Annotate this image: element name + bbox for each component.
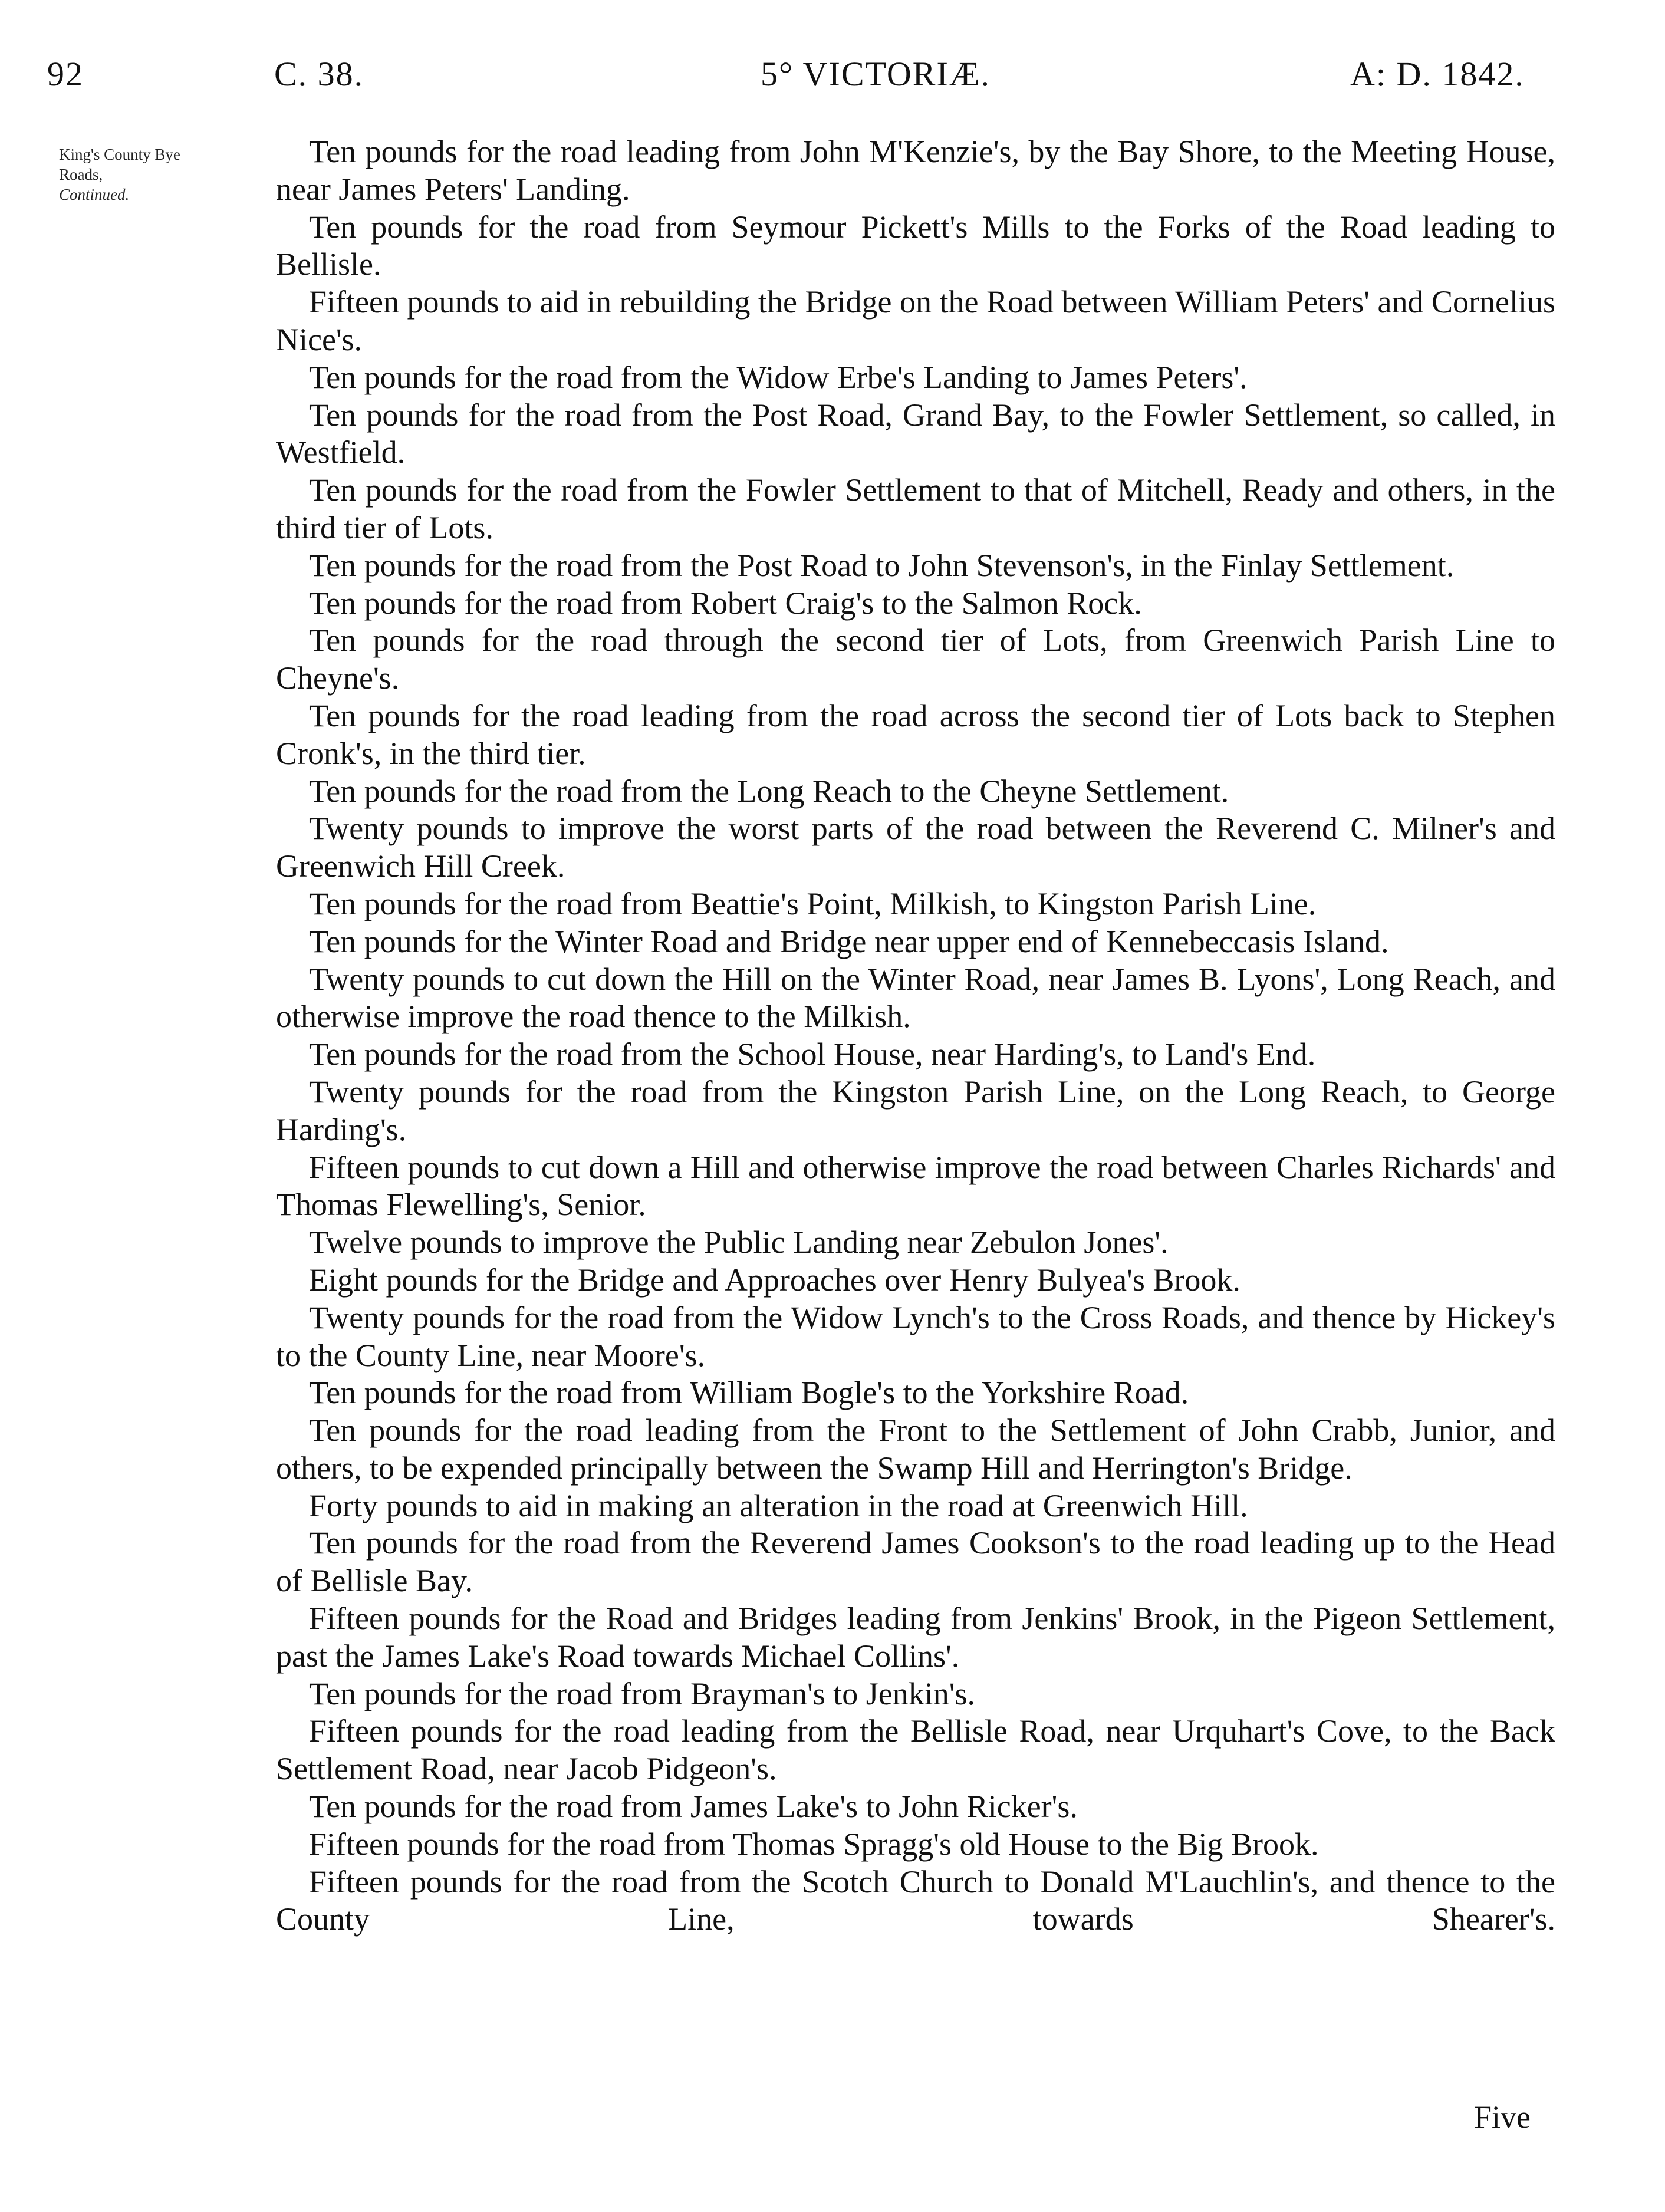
- provision-paragraph: Ten pounds for the road from William Bogle's to the Yorkshire Road.: [309, 1375, 1189, 1411]
- provision-paragraph: Ten pounds for the road from Brayman's to Jenkin's.: [309, 1676, 975, 1711]
- provision-paragraph: Ten pounds for the road from Beattie's Point, Milkish, to Kingston Parish Line.: [309, 886, 1317, 921]
- provision-paragraph: Fifteen pounds for the Road and Bridges leading from Jenkins' Brook, in the Pigeon Settlement, past the James Lake's Road towards Michael Collins'.: [276, 1601, 1555, 1674]
- provision-paragraph: Ten pounds for the road through the second tier of Lots, from Greenwich Parish Line to Cheyne's.: [276, 623, 1555, 696]
- provision-paragraph: Ten pounds for the road from the School House, near Harding's, to Land's End.: [309, 1036, 1316, 1072]
- provision-paragraph: Fifteen pounds to cut down a Hill and otherwise improve the road between Charles Richards' and Thomas Flewelling's, Senior.: [276, 1149, 1555, 1223]
- provision-paragraph: Ten pounds for the road from the Post Road to John Stevenson's, in the Finlay Settlement.: [309, 547, 1455, 583]
- margin-note-line: King's County Bye: [59, 146, 180, 163]
- provision-paragraph: Ten pounds for the road from the Reverend James Cookson's to the road leading up to the Head of Bellisle Bay.: [276, 1525, 1555, 1599]
- margin-note-line: Roads,: [59, 166, 103, 183]
- catchword: Five: [1474, 2099, 1531, 2135]
- provision-paragraph: Ten pounds for the road from the Fowler Settlement to that of Mitchell, Ready and others, in the third tier of Lots.: [276, 472, 1555, 545]
- provision-paragraph: Twenty pounds for the road from the Widow Lynch's to the Cross Roads, and thence by Hickey's to the County Line, near Moore's.: [276, 1299, 1555, 1373]
- provision-paragraph: Twenty pounds for the road from the Kingston Parish Line, on the Long Reach, to George Harding's.: [276, 1074, 1555, 1147]
- margin-note-line: Continued.: [59, 186, 130, 203]
- provision-paragraph: Fifteen pounds for the road from Thomas Spragg's old House to the Big Brook.: [309, 1826, 1319, 1862]
- provision-paragraph: Twelve pounds to improve the Public Landing near Zebulon Jones'.: [309, 1224, 1169, 1260]
- margin-note: [59, 144, 259, 205]
- running-header: [0, 54, 1665, 101]
- provision-paragraph: Ten pounds for the road leading from the road across the second tier of Lots back to Stephen Cronk's, in the third tier.: [276, 697, 1555, 771]
- provision-paragraph: Ten pounds for the road from Seymour Pickett's Mills to the Forks of the Road leading to Bellisle.: [276, 209, 1555, 282]
- provision-paragraph: Ten pounds for the road leading from the Front to the Settlement of John Crabb, Junior, and others, to be expended principally between the Swamp Hill and Herrington's Bridge.: [276, 1413, 1555, 1486]
- provision-paragraph: Eight pounds for the Bridge and Approaches over Henry Bulyea's Brook.: [309, 1262, 1240, 1298]
- provision-paragraph: Ten pounds for the road from the Widow Erbe's Landing to James Peters'.: [309, 359, 1248, 395]
- provision-paragraph: Twenty pounds to cut down the Hill on the Winter Road, near James B. Lyons', Long Reach, and otherwise improve the road thence to the Milkish.: [276, 961, 1555, 1035]
- page-number: 92: [47, 55, 84, 93]
- provision-paragraph: Ten pounds for the road from the Long Reach to the Cheyne Settlement.: [309, 773, 1229, 809]
- provision-paragraph: Ten pounds for the road from Robert Craig's to the Salmon Rock.: [309, 585, 1142, 621]
- provision-paragraph: Twenty pounds to improve the worst parts of the road between the Reverend C. Milner's and Greenwich Hill Creek.: [276, 811, 1555, 884]
- provision-paragraph: Forty pounds to aid in making an alteration in the road at Greenwich Hill.: [309, 1487, 1248, 1523]
- provision-paragraph: Ten pounds for the road from the Post Road, Grand Bay, to the Fowler Settlement, so called, in Westfield.: [276, 397, 1555, 470]
- regnal-year: 5° VICTORIÆ.: [761, 55, 991, 93]
- provision-paragraph: Ten pounds for the Winter Road and Bridge near upper end of Kennebeccasis Island.: [309, 923, 1389, 959]
- chapter-number: C. 38.: [274, 55, 364, 93]
- calendar-year: A: D. 1842.: [1350, 55, 1525, 93]
- body-text: [276, 133, 1555, 1938]
- provision-paragraph: Fifteen pounds for the road leading from the Bellisle Road, near Urquhart's Cove, to the Back Settlement Road, near Jacob Pidgeon's.: [276, 1713, 1555, 1787]
- provision-paragraph: Fifteen pounds to aid in rebuilding the Bridge on the Road between William Peters' and Cornelius Nice's.: [276, 284, 1555, 357]
- provision-paragraph: Ten pounds for the road from James Lake's to John Ricker's.: [309, 1789, 1078, 1825]
- provision-paragraph: Fifteen pounds for the road from the Scotch Church to Donald M'Lauchlin's, and thence to the County Line, towards Shearer's.: [276, 1864, 1555, 1937]
- provision-paragraph: Ten pounds for the road leading from John M'Kenzie's, by the Bay Shore, to the Meeting House, near James Peters' Landing.: [276, 134, 1555, 207]
